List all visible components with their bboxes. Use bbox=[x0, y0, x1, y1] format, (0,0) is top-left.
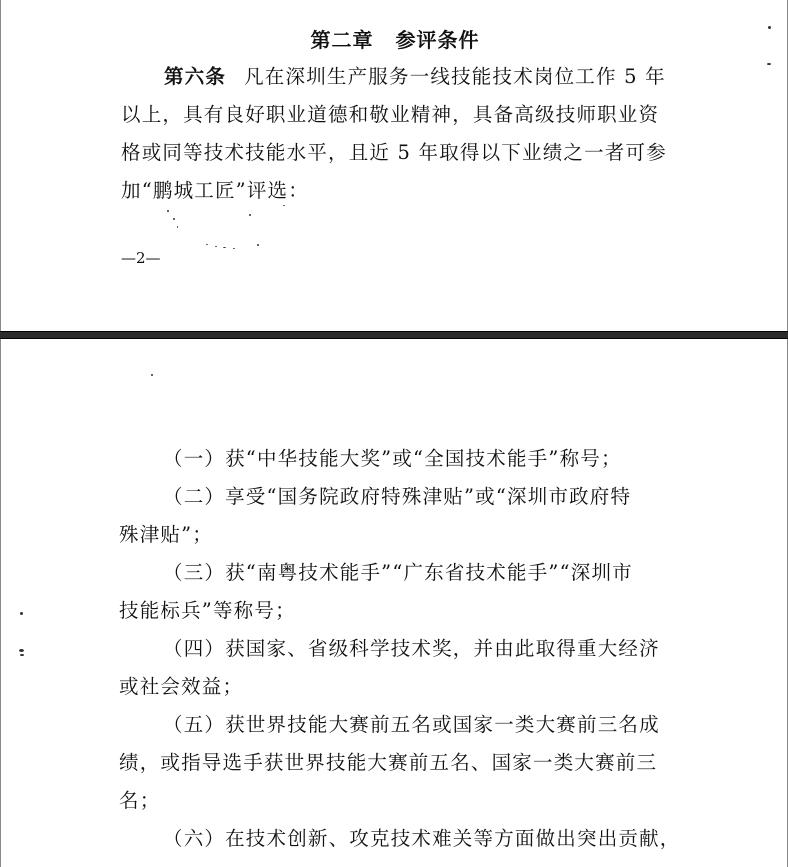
scan-speck bbox=[215, 246, 217, 247]
condition-line-5: 技能标兵”等称号； bbox=[119, 599, 296, 622]
condition-line-1: （一）获“中华技能大奖”或“全国技术能手”称号； bbox=[163, 447, 622, 470]
condition-line-10: 名； bbox=[119, 789, 161, 812]
scan-speck bbox=[257, 244, 259, 246]
scan-speck bbox=[20, 654, 24, 656]
scan-speck bbox=[19, 649, 24, 652]
document-page-3 bbox=[0, 339, 788, 867]
scan-speck bbox=[767, 63, 771, 65]
scan-speck bbox=[151, 374, 153, 376]
article-text-line-4: 加“鹏城工匠”评选： bbox=[121, 179, 309, 202]
condition-line-3: 殊津贴”； bbox=[119, 523, 213, 546]
condition-line-7: 或社会效益； bbox=[119, 675, 244, 698]
document-page-2 bbox=[0, 0, 788, 331]
scan-speck bbox=[20, 612, 23, 615]
condition-line-11: （六）在技术创新、攻克技术难关等方面做出突出贡献， bbox=[163, 827, 681, 850]
chapter-number: 第二章 bbox=[310, 28, 374, 52]
scan-speck bbox=[283, 205, 285, 206]
scan-speck bbox=[223, 247, 226, 248]
condition-line-2: （二）享受“国务院政府特殊津贴”或“深圳市政府特 bbox=[163, 485, 632, 508]
article-label: 第六条 bbox=[164, 65, 227, 88]
condition-line-8: （五）获世界技能大赛前五名或国家一类大赛前三名成 bbox=[163, 713, 660, 736]
scan-speck bbox=[768, 26, 771, 29]
chapter-title bbox=[1, 24, 788, 53]
scan-speck bbox=[233, 248, 235, 249]
condition-line-9: 绩，或指导选手获世界技能大赛前五名、国家一类大赛前三 bbox=[119, 751, 658, 774]
scan-speck bbox=[173, 218, 175, 220]
condition-line-4: （三）获“南粤技术能手”“广东省技术能手”“深圳市 bbox=[163, 561, 633, 584]
page-separator bbox=[0, 331, 788, 339]
scan-speck bbox=[177, 226, 178, 228]
article-text-line-3: 格或同等技术技能水平，且近 5 年取得以下业绩之一者可参 bbox=[121, 141, 667, 164]
scan-speck bbox=[206, 244, 208, 245]
scan-speck bbox=[249, 214, 251, 216]
article-text-line-2: 以上，具有良好职业道德和敬业精神，具备高级技师职业资 bbox=[121, 103, 660, 126]
article-first-line bbox=[164, 63, 666, 91]
chapter-name: 参评条件 bbox=[395, 28, 480, 52]
scan-speck bbox=[167, 210, 169, 212]
page-number: —2— bbox=[121, 249, 161, 267]
condition-line-6: （四）获国家、省级科学技术奖，并由此取得重大经济 bbox=[163, 637, 660, 660]
article-text-line-1: 凡在深圳生产服务一线技能技术岗位工作 5 年 bbox=[244, 65, 666, 88]
